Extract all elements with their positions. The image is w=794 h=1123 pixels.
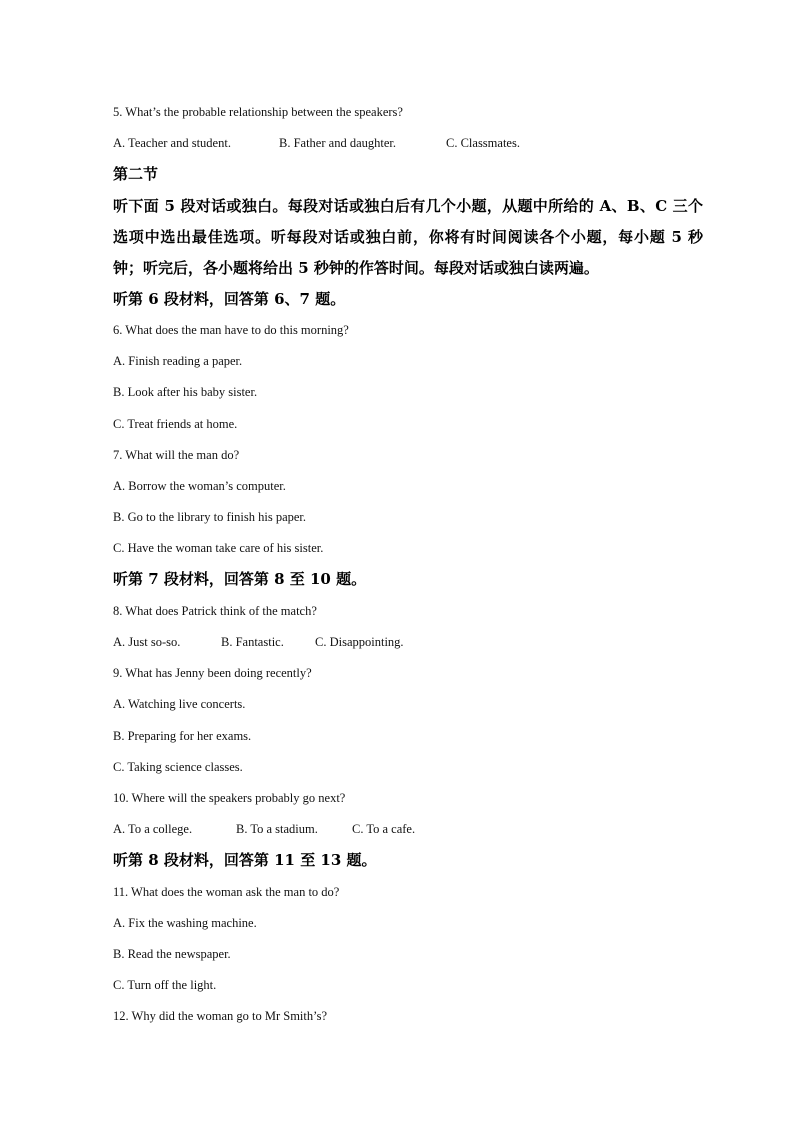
q6-option-a: A. Finish reading a paper. (113, 354, 243, 368)
question-11-stem: 11. What does the woman ask the man to do? (113, 885, 340, 899)
question-5-options (113, 135, 520, 151)
q10-option-a: A. To a college. (113, 822, 193, 836)
question-8-options (113, 634, 404, 650)
q8-option-b: B. Fantastic. (221, 635, 284, 649)
question-12-stem: 12. Why did the woman go to Mr Smith’s? (113, 1009, 327, 1023)
question-7-stem: 7. What will the man do? (113, 448, 240, 462)
q7-option-a: A. Borrow the woman’s computer. (113, 479, 286, 493)
q7-option-b: B. Go to the library to finish his paper. (113, 510, 307, 524)
q11-option-c: C. Turn off the light. (113, 978, 217, 992)
q8-option-a: A. Just so-so. (113, 635, 181, 649)
question-9-stem: 9. What has Jenny been doing recently? (113, 666, 312, 680)
q11-option-b: B. Read the newspaper. (113, 947, 231, 961)
section-instructions: 听下面 5 段对话或独白。每段对话或独白后有几个小题，从题中所给的 A、B、C 三个选项中选出最佳选项。听每段对话或独白前，你将有时间阅读各个小题，每小题 5 秒钟；听完后，各小题将给出 5 秒钟的作答时间。每段对话或独白读两遍。 (113, 197, 703, 277)
section-title: 第二节 (113, 165, 159, 183)
q10-option-b: B. To a stadium. (236, 822, 318, 836)
q9-option-c: C. Taking science classes. (113, 760, 243, 774)
q5-option-c: C. Classmates. (446, 136, 520, 150)
question-10-options (113, 821, 415, 837)
material-6-heading: 听第 6 段材料，回答第 6、7 题。 (113, 290, 346, 308)
q8-option-c: C. Disappointing. (315, 635, 404, 649)
q7-option-c: C. Have the woman take care of his sister. (113, 541, 324, 555)
q9-option-a: A. Watching live concerts. (113, 697, 246, 711)
question-6-stem: 6. What does the man have to do this morning? (113, 323, 349, 337)
q11-option-a: A. Fix the washing machine. (113, 916, 257, 930)
question-8-stem: 8. What does Patrick think of the match? (113, 604, 317, 618)
q6-option-b: B. Look after his baby sister. (113, 385, 258, 399)
q10-option-c: C. To a cafe. (352, 822, 416, 836)
q9-option-b: B. Preparing for her exams. (113, 729, 252, 743)
q6-option-c: C. Treat friends at home. (113, 417, 238, 431)
question-5-stem: 5. What’s the probable relationship between the speakers? (113, 105, 403, 119)
material-7-heading: 听第 7 段材料，回答第 8 至 10 题。 (113, 570, 367, 588)
q5-option-b: B. Father and daughter. (279, 136, 396, 150)
question-10-stem: 10. Where will the speakers probably go next? (113, 791, 346, 805)
material-8-heading: 听第 8 段材料，回答第 11 至 13 题。 (113, 851, 377, 869)
q5-option-a: A. Teacher and student. (113, 136, 231, 150)
